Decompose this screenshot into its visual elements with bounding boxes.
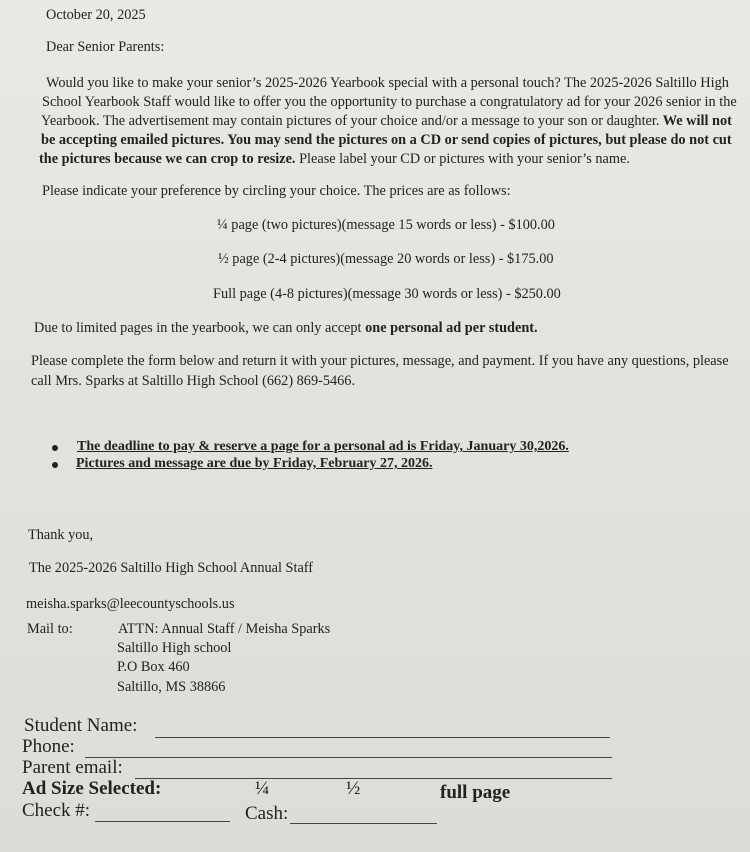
phone-label: Phone:: [22, 736, 75, 757]
price-half: ½ page (2-4 pictures)(message 20 words or less) - $175.00: [218, 251, 554, 267]
option-half[interactable]: ½: [346, 778, 361, 799]
intro-line-1: Would you like to make your senior’s 2025-2026 Yearbook special with a personal touch? The 2025-2026 Saltillo High: [46, 75, 729, 91]
complete-line-1: Please complete the form below and return it with your pictures, message, and payment. If you have any questions, please: [31, 353, 729, 369]
intro-line-5: the pictures because we can crop to resize. Please label your CD or pictures with your senior’s name.: [39, 151, 630, 167]
phone-line[interactable]: [85, 757, 612, 758]
staff-signature: The 2025-2026 Saltillo High School Annual Staff: [29, 560, 314, 576]
bullet-dot-1: [52, 445, 58, 451]
complete-line-2: call Mrs. Sparks at Saltillo High School (662) 869-5466.: [31, 373, 356, 389]
letter-date: October 20, 2025: [46, 7, 146, 23]
bullet-dot-2: [52, 462, 58, 468]
limited-pages-text: Due to limited pages in the yearbook, we can only accept one personal ad per student.: [34, 320, 538, 336]
mail-to-label: Mail to:: [27, 621, 73, 637]
student-name-label: Student Name:: [24, 715, 138, 736]
cash-line[interactable]: [290, 823, 437, 824]
ad-size-label: Ad Size Selected:: [22, 778, 162, 799]
address-line-2: Saltillo High school: [117, 640, 232, 656]
parent-email-line[interactable]: [135, 778, 612, 779]
intro-line-3: Yearbook. The advertisement may contain pictures of your choice and/or a message to your son or daughter. We will not: [41, 113, 732, 129]
price-full: Full page (4-8 pictures)(message 30 words or less) - $250.00: [213, 286, 561, 302]
preference-text: Please indicate your preference by circling your choice. The prices are as follows:: [42, 183, 511, 199]
address-line-3: P.O Box 460: [117, 659, 190, 675]
intro-line-2: School Yearbook Staff would like to offer you the opportunity to purchase a congratulatory ad for your 2026 senior in the: [42, 94, 737, 110]
check-number-line[interactable]: [95, 821, 230, 822]
address-line-4: Saltillo, MS 38866: [117, 679, 226, 695]
salutation: Dear Senior Parents:: [46, 39, 165, 55]
contact-email: meisha.sparks@leecountyschools.us: [26, 596, 235, 612]
thanks: Thank you,: [28, 527, 94, 543]
check-label: Check #:: [22, 800, 91, 821]
pictures-due-bullet: Pictures and message are due by Friday, February 27, 2026.: [76, 456, 433, 471]
intro-line-4: be accepting emailed pictures. You may send the pictures on a CD or send copies of pictures, but please do not cut: [41, 132, 732, 148]
option-full-page[interactable]: full page: [440, 782, 511, 803]
cash-label: Cash:: [245, 803, 289, 824]
address-line-1: ATTN: Annual Staff / Meisha Sparks: [118, 621, 331, 637]
deadline-bullet: The deadline to pay & reserve a page for a personal ad is Friday, January 30,2026.: [77, 439, 569, 454]
price-quarter: ¼ page (two pictures)(message 15 words or less) - $100.00: [217, 217, 555, 233]
parent-email-label: Parent email:: [22, 757, 123, 778]
student-name-line[interactable]: [155, 737, 610, 738]
option-quarter[interactable]: ¼: [255, 778, 270, 799]
